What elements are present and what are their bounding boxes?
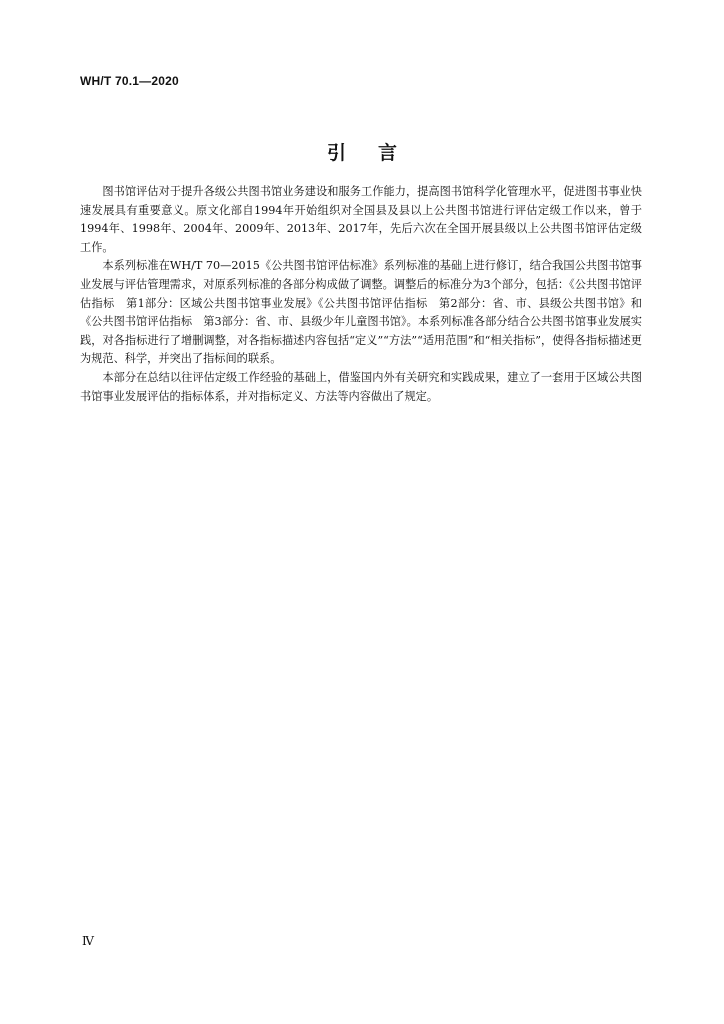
standard-code: WH/T 70.1—2020 [80, 74, 179, 88]
paragraph-evaluation-significance: 图书馆评估对于提升各级公共图书馆业务建设和服务工作能力，提高图书馆科学化管理水平，促进图书事业快速发展具有重要意义。原文化部自1994年开始组织对全国县及县以上公共图书馆进行评估定级工作以来，曾于1994年、1998年、2004年、2009年、2013年、2017年，先后六次在全国开展县级以上公共图书馆评估定级工作。 [80, 185, 642, 254]
page-number: Ⅳ [82, 934, 94, 948]
document-body [80, 183, 642, 406]
page-title: 引言 [326, 142, 429, 164]
paragraph-part-scope: 本部分在总结以往评估定级工作经验的基础上，借鉴国内外有关研究和实践成果，建立了一套用于区域公共图书馆事业发展评估的指标体系，并对指标定义、方法等内容做出了规定。 [80, 370, 642, 403]
paragraph-series-revision: 本系列标准在WH/T 70—2015《公共图书馆评估标准》系列标准的基础上进行修订，结合我国公共图书馆事业发展与评估管理需求，对原系列标准的各部分构成做了调整。调整后的标准分为3个部分，包括：《公共图书馆评估指标 第1部分：区域公共图书馆事业发展》《公共图书馆评估指标 第2部分：省、市、县级公共图书馆》和《公共图书馆评估指标 第3部分：省、市、县级少年儿童图书馆》。本系列标准各部分结合公共图书馆事业发展实践，对各指标进行了增删调整，对各指标描述内容包括“定义”“方法”“适用范围”和“相关指标”，使得各指标描述更为规范、科学，并突出了指标间的联系。 [80, 259, 642, 366]
